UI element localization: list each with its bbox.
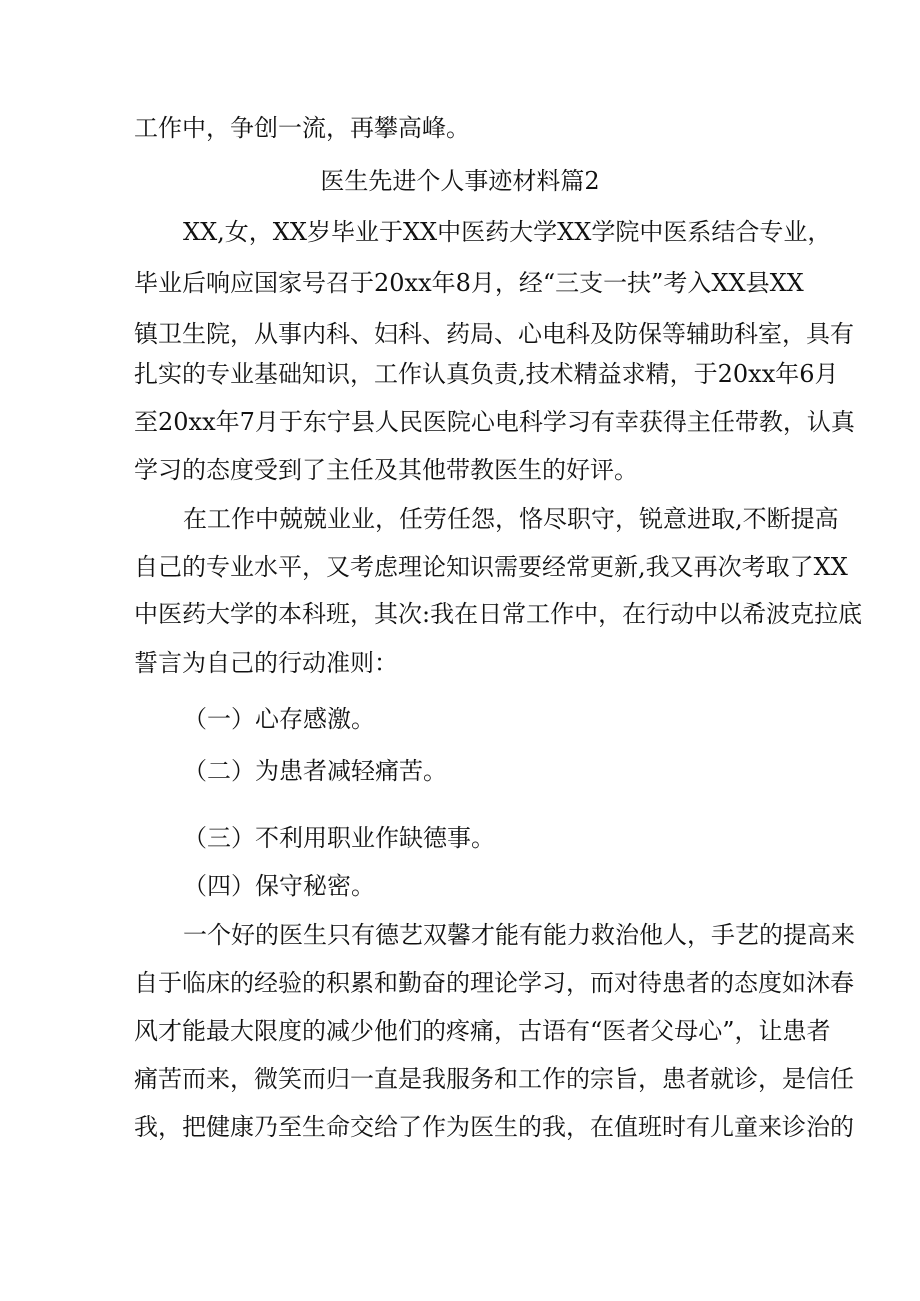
paragraph-3-line: 痛苦而来，微笑而归一直是我服务和工作的宗旨，患者就诊，是信任 <box>134 1065 854 1093</box>
paragraph-1-line: XX,女，XX岁毕业于XX中医药大学XX学院中医系结合专业， <box>183 218 832 246</box>
lead-line: 工作中，争创一流，再攀高峰。 <box>134 114 470 142</box>
paragraph-2-line: 自己的专业水平，又考虑理论知识需要经常更新,我又再次考取了XX <box>134 553 848 581</box>
paragraph-3-line: 一个好的医生只有德艺双馨才能有能力救治他人，手艺的提高来 <box>183 921 855 949</box>
paragraph-2-line: 在工作中兢兢业业，任劳任怨，恪尽职守，锐意进取,不断提高 <box>183 505 839 533</box>
section-title: 医生先进个人事迹材料篇2 <box>320 167 600 195</box>
paragraph-1-line: 学习的态度受到了主任及其他带教医生的好评。 <box>134 456 638 484</box>
paragraph-2-line: 誓言为自己的行动准则： <box>134 649 398 677</box>
paragraph-3-line: 自于临床的经验的积累和勤奋的理论学习，而对待患者的态度如沐春 <box>134 969 854 997</box>
paragraph-1-line: 至20xx年7月于东宁县人民医院心电科学习有幸获得主任带教，认真 <box>134 408 855 436</box>
list-item: （四）保守秘密。 <box>183 872 375 900</box>
paragraph-1-line: 扎实的专业基础知识，工作认真负责,技术精益求精，于20xx年6月 <box>134 360 839 388</box>
paragraph-1-line: 镇卫生院，从事内科、妇科、药局、心电科及防保等辅助科室，具有 <box>134 320 854 348</box>
list-item: （一）心存感激。 <box>183 705 375 733</box>
paragraph-3-line: 风才能最大限度的减少他们的疼痛，古语有“医者父母心”，让患者 <box>134 1017 831 1045</box>
list-item: （三）不利用职业作缺德事。 <box>183 824 495 852</box>
paragraph-2-line: 中医药大学的本科班，其次:我在日常工作中，在行动中以希波克拉底 <box>134 600 863 628</box>
list-item: （二）为患者减轻痛苦。 <box>183 757 447 785</box>
paragraph-1-line: 毕业后响应国家号召于20xx年8月，经“三支一扶”考入XX县XX <box>134 269 804 297</box>
paragraph-3-line: 我，把健康乃至生命交给了作为医生的我，在值班时有儿童来诊治的 <box>134 1113 854 1141</box>
